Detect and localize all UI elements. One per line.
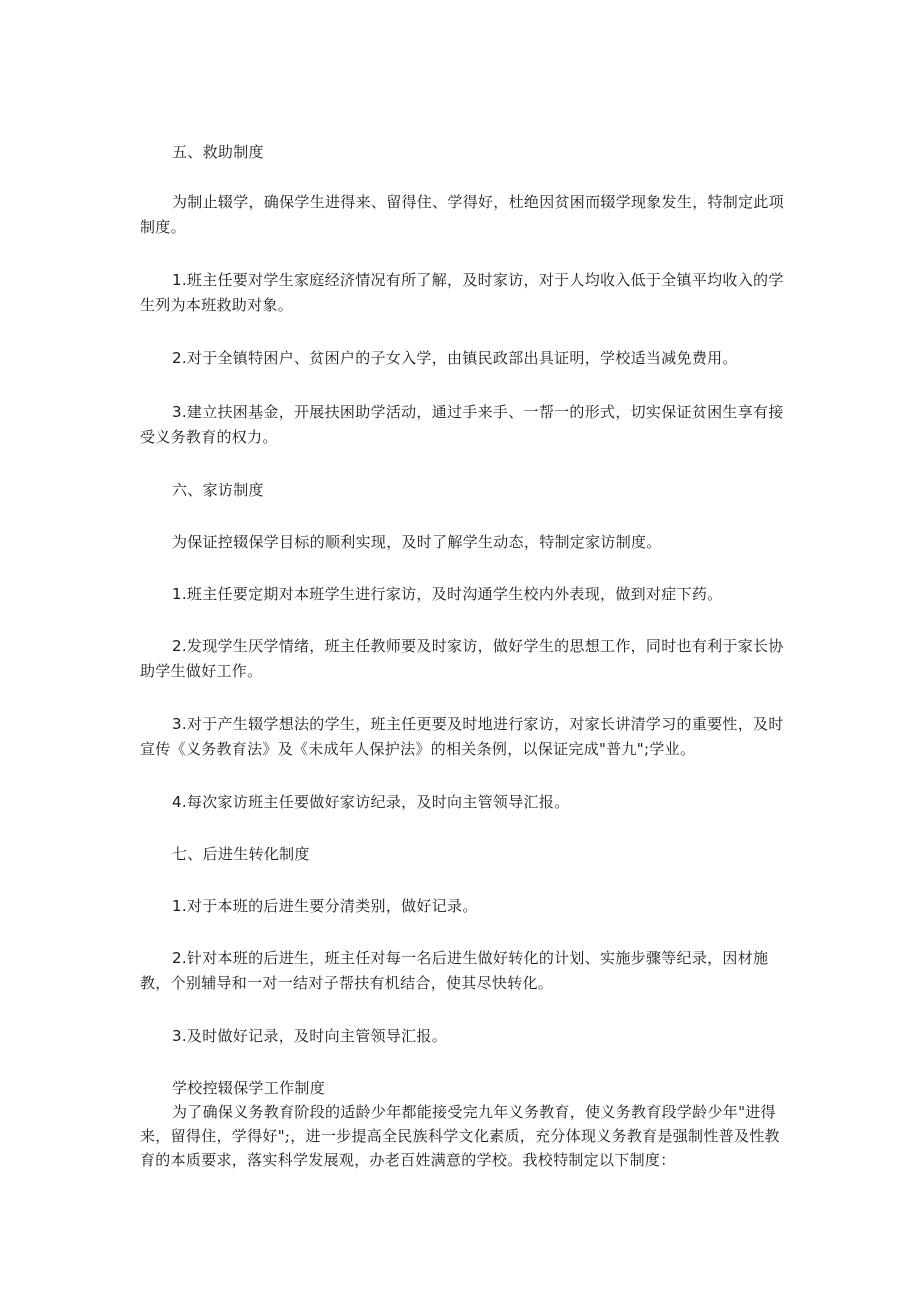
section-heading-rescue: 五、救助制度	[172, 143, 264, 161]
paragraph-underachiever-item-3: 3.及时做好记录，及时向主管领导汇报。	[172, 1027, 448, 1045]
paragraph-underachiever-item-1: 1.对于本班的后进生要分清类别，做好记录。	[172, 897, 478, 915]
section-heading-school-policy: 学校控辍保学工作制度	[172, 1079, 326, 1097]
paragraph-rescue-item-2: 2.对于全镇特困户、贫困户的子女入学，由镇民政部出具证明，学校适当减免费用。	[172, 349, 738, 367]
paragraph-home-visit-item-1: 1.班主任要定期对本班学生进行家访，及时沟通学生校内外表现，做到对症下药。	[172, 585, 723, 603]
paragraph-underachiever-item-2: 2.针对本班的后进生，班主任对每一名后进生做好转化的计划、实施步骤等纪录，因材施教，个别辅导和一对一结对子帮扶有机结合，使其尽快转化。	[140, 949, 769, 992]
paragraph-home-visit-item-2: 2.发现学生厌学情绪，班主任教师要及时家访，做好学生的思想工作，同时也有利于家长协助学生做好工作。	[140, 637, 784, 680]
paragraph-school-policy-intro: 为了确保义务教育阶段的适龄少年都能接受完九年义务教育，使义务教育段学龄少年"进得来，留得住，学得好";，进一步提高全民族科学文化素质，充分体现义务教育是强制性普及性教育的本质要求，落实科学发展观，办老百姓满意的学校。我校特制定以下制度：	[140, 1103, 780, 1169]
section-heading-home-visit: 六、家访制度	[172, 481, 264, 499]
paragraph-home-visit-item-4: 4.每次家访班主任要做好家访纪录，及时向主管领导汇报。	[172, 793, 570, 811]
paragraph-rescue-intro: 为制止辍学，确保学生进得来、留得住、学得好，杜绝因贫困而辍学现象发生，特制定此项制度。	[140, 193, 785, 236]
paragraph-rescue-item-3: 3.建立扶困基金，开展扶困助学活动，通过手来手、一帮一的形式，切实保证贫困生享有接受义务教育的权力。	[140, 403, 784, 446]
paragraph-home-visit-item-3: 3.对于产生辍学想法的学生，班主任更要及时地进行家访，对家长讲清学习的重要性，及时宣传《义务教育法》及《未成年人保护法》的相关条例，以保证完成"普九";学业。	[140, 715, 784, 758]
section-heading-underachiever: 七、后进生转化制度	[172, 845, 310, 863]
paragraph-rescue-item-1: 1.班主任要对学生家庭经济情况有所了解，及时家访，对于人均收入低于全镇平均收入的学生列为本班救助对象。	[140, 271, 784, 314]
paragraph-home-visit-intro: 为保证控辍保学目标的顺利实现，及时了解学生动态，特制定家访制度。	[172, 533, 662, 551]
